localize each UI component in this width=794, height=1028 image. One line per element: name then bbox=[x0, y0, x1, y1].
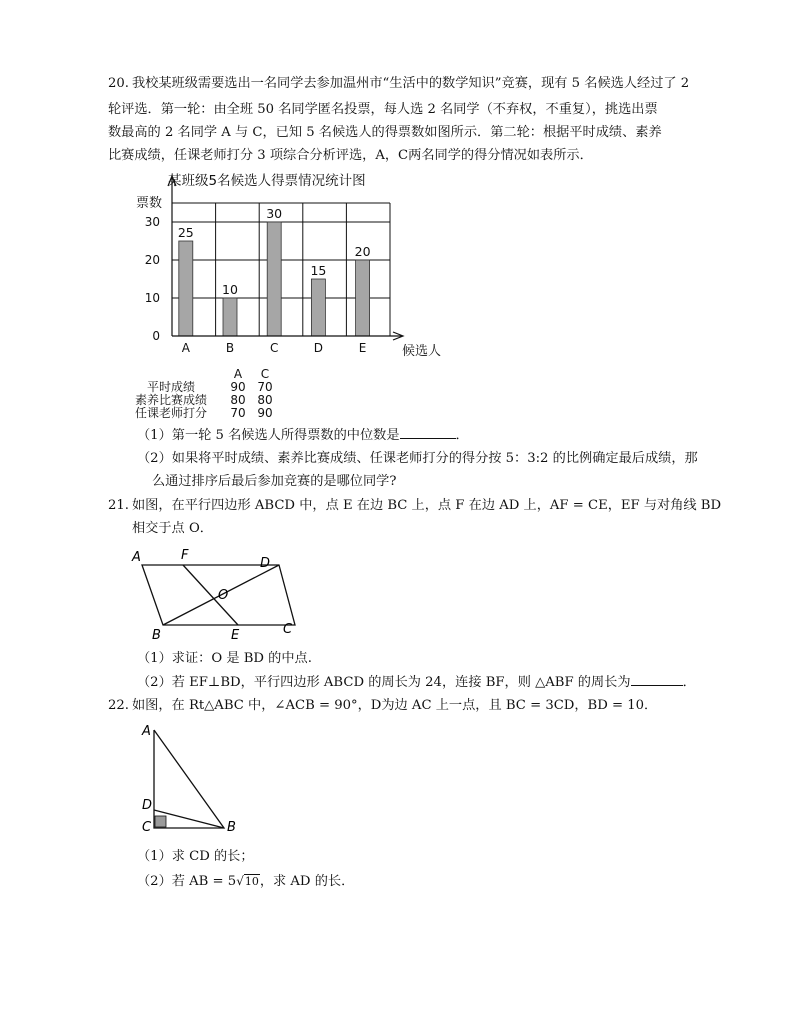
y-tick-label: 0 bbox=[152, 329, 160, 343]
right-triangle-figure bbox=[136, 720, 246, 840]
q22-text-line-1: 如图，在 Rt△ABC 中，∠ACB = 90°，D为边 AC 上一点，且 BC = 3CD，BD = 10． bbox=[132, 698, 658, 713]
q20-text-line-4: 比赛成绩，任课老师打分 3 项综合分析评选，A，C两名同学的得分情况如表所示． bbox=[108, 148, 593, 163]
data-label: 30 bbox=[266, 206, 283, 221]
x-tick-label: A bbox=[181, 341, 190, 355]
q22-sub1: （1）求 CD 的长； bbox=[137, 849, 254, 864]
y-tick-label: 30 bbox=[144, 215, 160, 229]
bar-D bbox=[311, 279, 325, 336]
q20-sub1 bbox=[137, 426, 469, 445]
bar-B bbox=[223, 298, 237, 336]
label-O: O bbox=[218, 588, 229, 603]
label-C: C bbox=[142, 820, 152, 835]
table-row-label: 任课老师打分 bbox=[135, 406, 208, 420]
table-cell: 80 bbox=[257, 393, 273, 407]
x-tick-label: E bbox=[358, 341, 367, 355]
label-C: C bbox=[283, 622, 293, 637]
sqrt-sign: √ bbox=[236, 874, 244, 888]
right-angle-mark bbox=[155, 816, 166, 827]
q20-sub1-end: ． bbox=[455, 428, 469, 443]
label-F: F bbox=[181, 548, 189, 563]
q20-sub2-line-1: （2）如果将平时成绩、素养比赛成绩、任课老师打分的得分按 5：3:2 的比例确定最后成绩，那 bbox=[137, 451, 698, 466]
table-header-a: A bbox=[233, 367, 243, 381]
parallelogram-figure bbox=[128, 545, 308, 645]
y-tick-label: 10 bbox=[144, 291, 160, 305]
label-B: B bbox=[227, 820, 236, 835]
table-cell: 90 bbox=[230, 380, 246, 394]
table-header-c: C bbox=[260, 367, 270, 381]
data-label: 25 bbox=[177, 225, 194, 240]
q20-text-line-1: 我校某班级需要选出一名同学去参加温州市“生活中的数学知识”竞赛，现有 5 名候选人经过了 2 bbox=[132, 76, 690, 91]
q20-text-line-3: 数最高的 2 名同学 A 与 C，已知 5 名候选人的得票数如图所示．第二轮：根据平时成绩、素养 bbox=[108, 125, 662, 140]
bar-C bbox=[267, 222, 281, 336]
q21-text-line-1: 如图，在平行四边形 ABCD 中，点 E 在边 BC 上，点 F 在边 AD 上，AF = CE，EF 与对角线 BD bbox=[132, 498, 722, 513]
chart-title: 某班级5名候选人得票情况统计图 bbox=[168, 173, 366, 189]
answer-blank[interactable] bbox=[400, 426, 456, 439]
vote-bar-chart bbox=[130, 168, 460, 363]
q21-text-line-2: 相交于点 O． bbox=[132, 521, 213, 536]
answer-blank[interactable] bbox=[631, 673, 683, 686]
q20-sub2-line-2: 么通过排序后最后参加竞赛的是哪位同学? bbox=[152, 474, 397, 489]
q21-sub2-end: ． bbox=[682, 675, 696, 690]
q20-sub1-text: （1）第一轮 5 名候选人所得票数的中位数是 bbox=[137, 428, 400, 443]
data-label: 15 bbox=[310, 263, 327, 278]
q21-sub1: （1）求证：O 是 BD 的中点. bbox=[137, 651, 312, 666]
table-row-label: 素养比赛成绩 bbox=[135, 393, 208, 407]
bar-E bbox=[356, 260, 370, 336]
label-D: D bbox=[260, 556, 271, 571]
label-D: D bbox=[142, 798, 153, 813]
bar-A bbox=[179, 241, 193, 336]
table-row-label: 平时成绩 bbox=[147, 380, 196, 394]
q21-sub2 bbox=[137, 673, 696, 692]
label-B: B bbox=[152, 628, 161, 643]
sqrt-radicand: 10 bbox=[244, 875, 259, 888]
x-tick-label: B bbox=[225, 341, 235, 355]
data-label: 10 bbox=[222, 282, 238, 297]
q20-number: 20. bbox=[108, 76, 129, 91]
data-label: 20 bbox=[354, 244, 371, 259]
x-tick-label: C bbox=[270, 341, 279, 355]
table-cell: 70 bbox=[257, 380, 273, 394]
q22-number: 22. bbox=[108, 698, 129, 713]
table-cell: 70 bbox=[230, 406, 246, 420]
label-E: E bbox=[231, 628, 240, 643]
chart-xlabel: 候选人 bbox=[402, 344, 442, 359]
x-tick-label: D bbox=[313, 341, 324, 355]
label-A: A bbox=[132, 550, 141, 565]
label-A: A bbox=[142, 724, 151, 739]
segment-ef bbox=[183, 565, 238, 625]
q22-sub2-suffix: ，求 AD 的长． bbox=[259, 874, 355, 889]
table-cell: 90 bbox=[257, 406, 273, 420]
q21-sub2-text: （2）若 EF⊥BD，平行四边形 ABCD 的周长为 24，连接 BF，则 △ABF 的周长为 bbox=[137, 675, 631, 690]
q22-sub2 bbox=[137, 872, 354, 891]
q20-text-line-2: 轮评选．第一轮：由全班 50 名同学匿名投票，每人选 2 名同学（不弃权，不重复），挑选出票 bbox=[108, 102, 658, 117]
chart-ylabel: 票数 bbox=[136, 196, 163, 211]
score-table bbox=[137, 368, 297, 422]
q22-sub2-prefix: （2）若 AB = 5 bbox=[137, 874, 237, 889]
q21-number: 21. bbox=[108, 498, 129, 513]
y-tick-label: 20 bbox=[144, 253, 160, 267]
table-cell: 80 bbox=[230, 393, 246, 407]
